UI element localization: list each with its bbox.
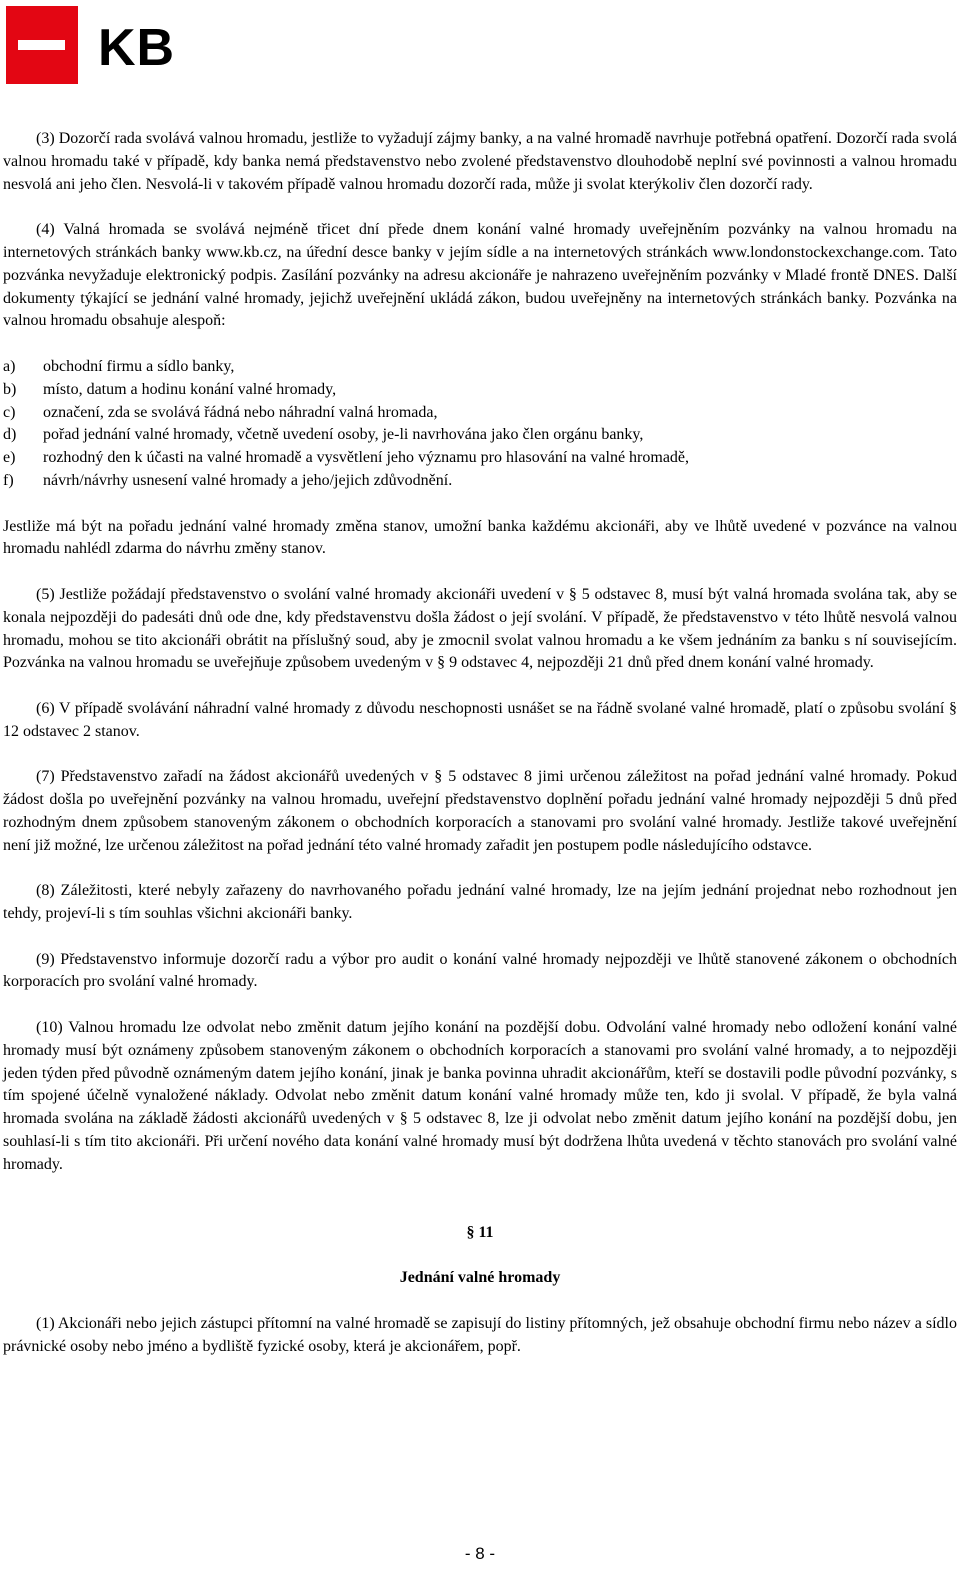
section-title: Jednání valné hromady (399, 1269, 561, 1287)
list-item (3, 424, 957, 447)
paragraph-6: (6) V případě svolávání náhradní valné hromady z důvodu neschopnosti usnášet se na řádně svolané valné hromadě, platí o způsobu svolání § 12 odstavec 2 stanov. (3, 699, 957, 740)
list-item-text: označení, zda se svolává řádná nebo náhradní valná hromada, (43, 403, 438, 421)
section-paragraph-1: (1) Akcionáři nebo jejich zástupci přítomní na valné hromadě se zapisují do listiny přítomných, jež obsahuje obchodní firmu nebo název a sídlo právnické osoby nebo jméno a bydliště fyzické osoby, která je akcionářem, popř. (3, 1314, 957, 1355)
paragraph-7: (7) Představenstvo zařadí na žádost akcionářů uvedených v § 5 odstavec 8 jimi určenou záležitost na pořad jednání valné hromady. Pokud žádost došla po uveřejnění pozvánky na valnou hromadu, uveřejní představenstvo doplnění pořadu jednání valné hromady nejpozději 5 dnů před rozhodným dnem způsobem stanoveným zákonem o obchodních korporacích a stanovami pro svolání valné hromady. Jestliže takové uveřejnění není již možné, lze určenou záležitost na pořad jednání této valné hromady zařadit jen postupem podle následujícího odstavce. (3, 768, 957, 854)
list-item-label: b) (3, 380, 17, 398)
list-item-text: obchodní firmu a sídlo banky, (43, 357, 235, 375)
paragraph-9: (9) Představenstvo informuje dozorčí radu a výbor pro audit o konání valné hromady nejpozději ve lhůtě stanovené zákonem o obchodních korporacích pro svolání valné hromady. (3, 950, 957, 991)
paragraph-8: (8) Záležitosti, které nebyly zařazeny do navrhovaného pořadu jednání valné hromady, lze na jejím jednání projednat nebo rozhodnout jen tehdy, projeví-li s tím souhlas všichni akcionáři banky. (3, 882, 957, 923)
page-number: - 8 - (464, 1544, 496, 1563)
list-item-text: rozhodný den k účasti na valné hromadě a vysvětlení jeho významu pro hlasování na valné hromadě, (43, 449, 690, 467)
list-item (3, 470, 957, 493)
list-item-label: e) (3, 449, 16, 467)
paragraph-10: (10) Valnou hromadu lze odvolat nebo změnit datum jejího konání na pozdější dobu. Odvolání valné hromady nebo odložení konání valné hromady musí být oznámeny způsobem stanoveným zákonem o obchodních korporacích a stanovami pro svolání valné hromady, a to nejpozději jeden týden před původně oznámeným datem jejího konání, jinak je banka povinna uhradit akcionářům, kteří se dostavili podle původní pozvánky, s tím spojené účelně vynaložené náklady. Odvolat nebo změnit datum konání valné hromady může ten, kdo ji svolal. V případě, že byla valná hromada svolána na základě žádosti akcionářů uvedených v § 5 odstavec 8, lze ji odvolat nebo změnit datum jejího konání na pozdější dobu, jen souhlasí-li s tím tito akcionáři. Při určení nového data konání valné hromady musí být dodržena lhůta uvedená v těchto stanovách pro svolání valné hromady. (3, 1019, 957, 1173)
kb-logo-white-bar (18, 40, 65, 50)
invitation-contents-list (3, 356, 957, 493)
document-body (3, 128, 957, 1381)
kb-logo (6, 6, 216, 84)
list-item-label: c) (3, 403, 16, 421)
paragraph-3: (3) Dozorčí rada svolává valnou hromadu, jestliže to vyžadují zájmy banky, a na valné hromadě navrhuje potřebná opatření. Dozorčí rada svolá valnou hromadu také v případě, kdy banka nemá představenstvo nebo zvolené představenstvo dlouhodobě neplní své povinnosti a valnou hromadu nesvolá ani jeho člen. Nesvolá-li v takovém případě valnou hromadu dozorčí rada, může ji svolat kterýkoliv člen dozorčí rady. (3, 130, 957, 193)
section-number: § 11 (466, 1223, 494, 1241)
list-item-text: místo, datum a hodinu konání valné hromady, (43, 380, 337, 398)
list-item-label: d) (3, 426, 17, 444)
list-item (3, 402, 957, 425)
paragraph-5: (5) Jestliže požádají představenstvo o svolání valné hromady akcionáři uvedení v § 5 odstavec 8, musí být valná hromada svolána tak, aby se konala nejpozději do padesáti dnů ode dne, kdy představenstvu došla žádost o její svolání. V případě, že představenstvo v této lhůtě nesvolá valnou hromadu, mohou se tito akcionáři obrátit na příslušný soud, aby je zmocnil svolat valnou hromadu a ke všem jednáním za banku s ní souvisejícím. Pozvánka na valnou hromadu se uveřejňuje způsobem uvedeným v § 9 odstavec 4, nejpozději 21 dnů před dnem konání valné hromady. (3, 585, 957, 672)
list-item-label: f) (3, 471, 14, 489)
list-item (3, 379, 957, 402)
list-item-label: a) (3, 357, 16, 375)
list-item-text: pořad jednání valné hromady, včetně uvedení osoby, je-li navrhována jako člen orgánu banky, (43, 426, 644, 444)
paragraph-statute-change: Jestliže má být na pořadu jednání valné hromady změna stanov, umožní banka každému akcionáři, aby ve lhůtě uvedené v pozvánce na valnou hromadu nahlédl zdarma do návrhu změny stanov. (3, 517, 957, 558)
kb-logo-red-square (6, 6, 78, 84)
kb-logo-text: KB (98, 19, 176, 77)
list-item (3, 356, 957, 379)
list-item (3, 447, 957, 470)
paragraph-4: (4) Valná hromada se svolává nejméně třicet dní přede dnem konání valné hromady uveřejněním pozvánky na valnou hromadu na internetových stránkách banky www.kb.cz, na úřední desce banky v jejím sídle a na internetových stránkách www.londonstockexchange.com. Tato pozvánka nevyžaduje elektronický podpis. Zasílání pozvánky na adresu akcionáře je nahrazeno uveřejněním pozvánky v Mladé frontě DNES. Další dokumenty týkající se jednání valné hromady, jejichž uveřejnění ukládá zákon, budou uveřejněny na internetových stránkách banky. Pozvánka na valnou hromadu obsahuje alespoň: (3, 221, 957, 330)
list-item-text: návrh/návrhy usnesení valné hromady a jeho/jejich zdůvodnění. (43, 471, 453, 489)
